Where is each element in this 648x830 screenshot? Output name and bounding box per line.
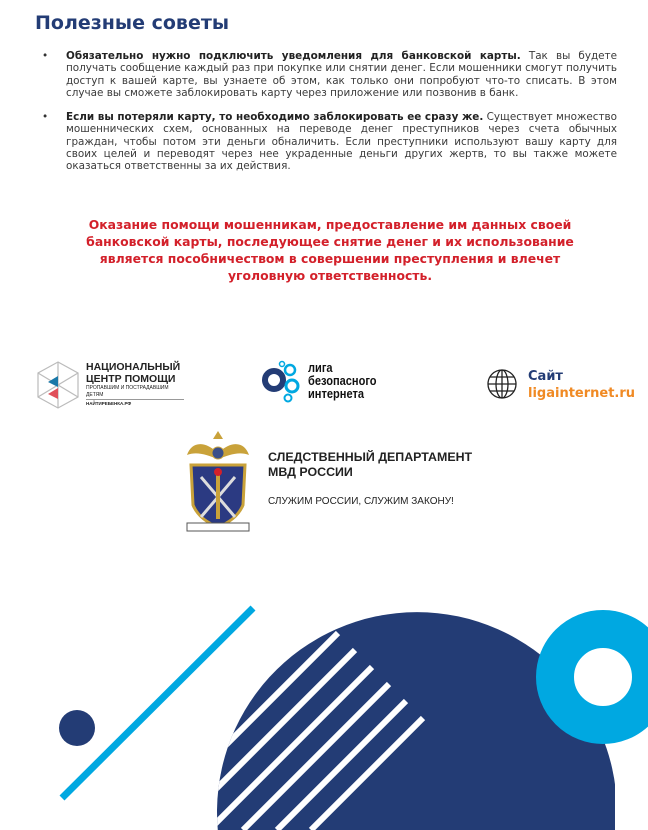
ncp-line2: ЦЕНТР ПОМОЩИ — [86, 372, 176, 385]
sd-line2: МВД РОССИИ — [268, 465, 353, 479]
sd-motto: СЛУЖИМ РОССИИ, СЛУЖИМ ЗАКОНУ! — [268, 496, 454, 507]
page-title: Полезные советы — [35, 12, 230, 34]
liga-logo — [260, 360, 410, 410]
warning-lead: Оказание помощи мошенникам, — [88, 217, 322, 232]
ncp-small: ПРОПАВШИМ И ПОСТРАДАВШИМ ДЕТЯМ — [86, 385, 184, 400]
mvd-emblem — [183, 425, 253, 535]
blue-ring — [555, 629, 648, 725]
liga-line2: безопасного — [308, 373, 377, 388]
tip-item — [42, 111, 617, 172]
sd-title — [268, 450, 472, 480]
tip-bold: Обязательно нужно подключить уведомления для банковской карты. — [66, 50, 521, 62]
site-label: Сайт — [528, 369, 563, 384]
bubbles-icon — [260, 360, 306, 406]
liga-line1: лига — [308, 360, 333, 375]
small-navy-circle — [59, 710, 95, 746]
warning-rest: предоставление им данных своей банковской карты, последующее снятие денег и их использование является пособничеством в совершении преступления и влечет уголовную ответственность. — [86, 217, 574, 283]
sd-line1: СЛЕДСТВЕННЫЙ ДЕПАРТАМЕНТ — [268, 450, 473, 464]
warning-text — [60, 216, 600, 284]
hexagon-cube-icon — [34, 360, 82, 412]
globe-icon — [486, 368, 518, 400]
tip-text: Так вы будете получать сообщение каждый раз при покупке или снятии денег. Если мошенники смогут получить доступ к вашей карте, вы узнаете об этом, как только они попробуют что-то списать. В этом случае вы сможете заблокировать карту через приложение или позвонив в банк. — [66, 50, 617, 99]
ncp-site: НАЙТИРЕБЕНКА.РФ — [86, 401, 132, 406]
ncp-logo — [34, 360, 184, 412]
site-url[interactable]: ligainternet.ru — [528, 386, 636, 401]
site-link[interactable] — [486, 368, 636, 408]
tip-text: Существует множество мошеннических схем, основанных на переводе денег преступников через счета обычных граждан, чтобы потом эти деньги обналичить. Если преступники используют вашу карту для своих целей и переводят через нее украденные деньги других жертв, то вы также можете оказаться ответственны за их действия. — [66, 111, 617, 173]
tips-list — [42, 50, 617, 185]
tip-item — [42, 50, 617, 99]
tip-bold: Если вы потеряли карту, то необходимо заблокировать ее сразу же. — [66, 111, 484, 124]
liga-line3: интернета — [308, 386, 365, 401]
emblem-icon — [183, 425, 253, 535]
ncp-line1: НАЦИОНАЛЬНЫЙ — [86, 361, 181, 373]
